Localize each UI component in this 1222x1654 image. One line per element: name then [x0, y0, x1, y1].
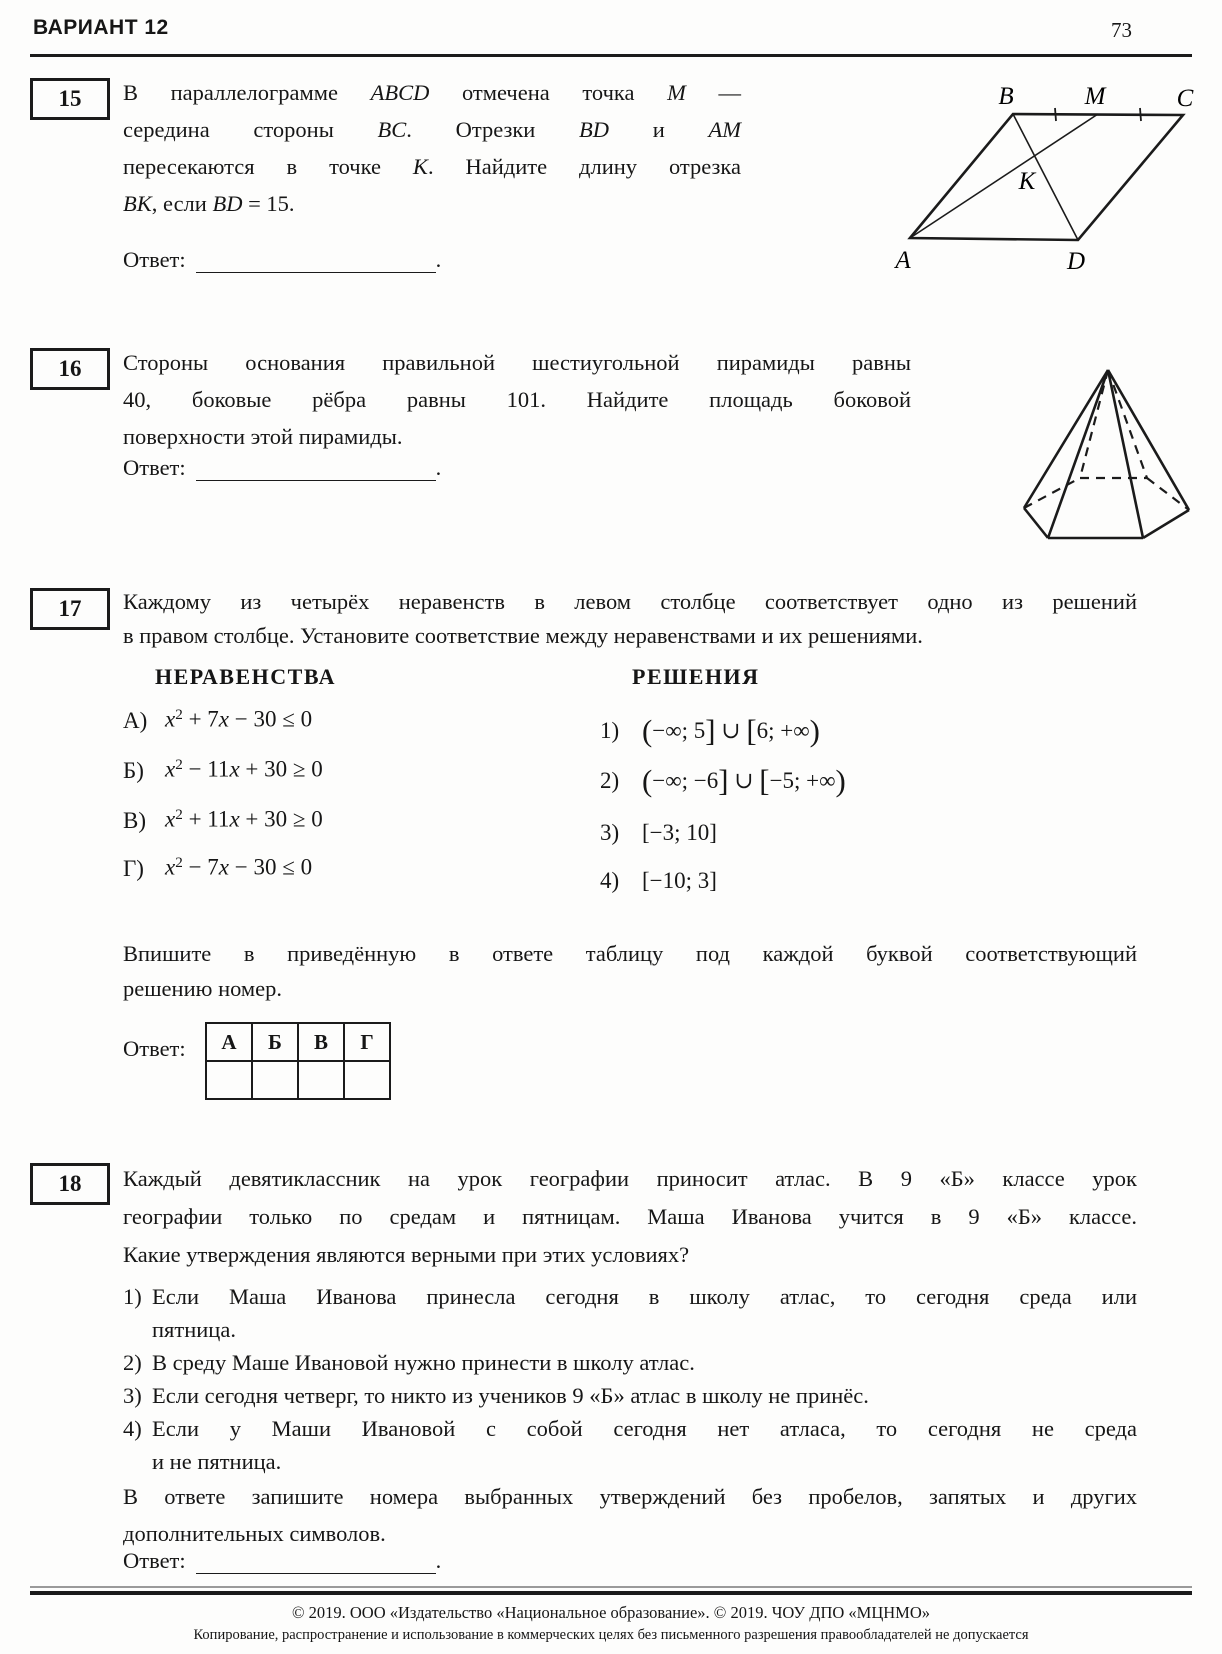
inequality-expression: $x^2 + 7x - 30 \le 0$ [165, 706, 313, 732]
statement-key: 2) [123, 1350, 142, 1375]
answer-label: Ответ: [123, 247, 186, 272]
problem-16-line: Стороны основания правильной шестиугольной пирамиды равны [123, 350, 911, 375]
problem-18-intro [123, 1160, 1137, 1274]
statement-line: В среду Маше Ивановой нужно принести в школу атлас. [152, 1350, 695, 1375]
variant-label: ВАРИАНТ 12 [33, 16, 169, 39]
answer-period: . [435, 455, 442, 480]
statement-key: 3) [123, 1383, 142, 1408]
statement-line: Если у Маши Ивановой с собой сегодня нет атласа, то сегодня не среда [152, 1416, 1137, 1441]
footer-rule [30, 1591, 1192, 1595]
answer-table-empty-cell [252, 1061, 298, 1099]
problem-16-number: 16 [58, 356, 82, 381]
problem-17-outro [123, 936, 1137, 1006]
answer-period: . [435, 1548, 442, 1573]
problem-18-line: Каждый девятиклассник на урок географии приносит атлас. В 9 «Б» классе урок [123, 1166, 1137, 1191]
problem-18-line: географии только по средам и пятницам. Маша Иванова учится в 9 «Б» классе. [123, 1204, 1137, 1229]
problem-18-outro-line: дополнительных символов. [123, 1521, 386, 1546]
problem-18-outro [123, 1478, 1137, 1552]
copyright-line: © 2019. ООО «Издательство «Национальное образование». © 2019. ЧОУ ДПО «МЦНМО» [291, 1603, 931, 1622]
tick-mark [1140, 108, 1141, 121]
problem-16-line: 40, боковые рёбра равны 101. Найдите площадь боковой [123, 387, 911, 412]
problem-15-answer-row [123, 247, 441, 273]
solution-key: 3) [600, 820, 620, 845]
problem-17-answer-label: Ответ: [123, 1036, 186, 1061]
answer-blank [196, 478, 436, 481]
problem-15-line: BK, если BD = 15. [123, 191, 295, 216]
problem-15-number: 15 [58, 86, 82, 111]
problem-18-number: 18 [58, 1171, 82, 1196]
problem-16-line: поверхности этой пирамиды. [123, 424, 403, 449]
answer-period: . [435, 247, 442, 272]
footer-rule-thin [30, 1586, 1192, 1588]
inequalities-column-header: НЕРАВЕНСТВА [155, 664, 336, 689]
problem-18-line: Какие утверждения являются верными при этих условиях? [123, 1242, 690, 1267]
solution-key: 4) [600, 868, 620, 893]
problem-17-outro-line: решению номер. [123, 976, 283, 1001]
inequality-key: А) [123, 708, 148, 733]
answer-table-header-cell: Г [344, 1023, 390, 1061]
solution-key: 2) [600, 768, 620, 793]
problem-15-number-box [30, 78, 110, 120]
statement-line: пятница. [152, 1317, 236, 1342]
answer-blank [196, 270, 436, 273]
segment-am [910, 114, 1098, 238]
solution-expression: (−∞; −6] ∪ [−5; +∞) [642, 764, 846, 799]
solution-expression: [−3; 10] [642, 820, 717, 845]
vertex-label-a: A [895, 247, 911, 274]
problem-16-text [123, 344, 911, 455]
problem-18-outro-line: В ответе запишите номера выбранных утверждений без пробелов, запятых и других [123, 1484, 1137, 1509]
parallelogram-figure [855, 76, 1200, 280]
tick-mark [1055, 108, 1056, 121]
problem-18-number-box [30, 1163, 110, 1205]
statement-key: 1) [123, 1284, 142, 1309]
problem-17-number: 17 [58, 596, 82, 621]
problem-15-line: пересекаются в точке K. Найдите длину отрезка [123, 154, 741, 179]
page-number: 73 [1111, 18, 1132, 42]
problem-15-line: середина стороны BC. Отрезки BD и AM [123, 117, 741, 142]
answer-label: Ответ: [123, 455, 186, 480]
statement-line: и не пятница. [152, 1449, 282, 1474]
inequality-expression: $x^2 - 11x + 30 \ge 0$ [165, 756, 323, 782]
statement-line: Если Маша Иванова принесла сегодня в школу атлас, то сегодня среда или [152, 1284, 1137, 1309]
answer-table-empty-cell [206, 1061, 252, 1099]
answer-table [205, 1022, 391, 1100]
answer-blank [196, 1571, 436, 1574]
answer-table-empty-cell [344, 1061, 390, 1099]
problem-17-line: в правом столбце. Установите соответствие между неравенствами и их решениями. [123, 623, 923, 648]
vertex-label-b: B [998, 83, 1014, 110]
answer-table-header-cell: В [298, 1023, 344, 1061]
problem-16-answer-row [123, 455, 441, 481]
problem-17-outro-line: Впишите в приведённую в ответе таблицу под каждой буквой соответствующий [123, 941, 1137, 966]
answer-table-input-row [206, 1061, 390, 1099]
problem-17-number-box [30, 588, 110, 630]
solutions-column-header: РЕШЕНИЯ [632, 664, 760, 689]
statement-line: Если сегодня четверг, то никто из учеников 9 «Б» атлас в школу не принёс. [152, 1383, 869, 1408]
copyright-notice: Копирование, распространение и использование в коммерческих целях без письменного разрешения правообладателей не допускается [193, 1627, 1029, 1643]
answer-table-header-row [206, 1023, 390, 1061]
solution-expression: [−10; 3] [642, 868, 717, 893]
problem-15-line: В параллелограмме ABCD отмечена точка M — [123, 80, 742, 105]
problem-17-intro [123, 585, 1137, 653]
answer-table-header-cell: Б [252, 1023, 298, 1061]
vertex-label-c: C [1176, 85, 1194, 112]
problem-18-answer-row [123, 1548, 441, 1574]
answer-label: Ответ: [123, 1548, 186, 1573]
vertex-label-m: M [1084, 83, 1106, 110]
point-label-k: K [1018, 168, 1036, 195]
answer-table-header-cell: А [206, 1023, 252, 1061]
solution-key: 1) [600, 718, 620, 743]
header-rule [30, 54, 1192, 57]
problem-16-number-box [30, 348, 110, 390]
inequality-key: В) [123, 808, 146, 833]
inequality-key: Б) [123, 758, 144, 783]
inequality-expression: $x^2 - 7x - 30 \le 0$ [165, 854, 313, 880]
hexagonal-pyramid-figure [1000, 338, 1200, 550]
solution-expression: (−∞; 5] ∪ [6; +∞) [642, 714, 820, 749]
problem-17-line: Каждому из четырёх неравенств в левом столбце соответствует одно из решений [123, 589, 1137, 614]
inequality-expression: $x^2 + 11x + 30 \ge 0$ [165, 806, 323, 832]
vertex-label-d: D [1066, 248, 1086, 275]
problem-15-text [123, 74, 741, 222]
answer-table-empty-cell [298, 1061, 344, 1099]
inequality-key: Г) [123, 856, 144, 881]
statement-key: 4) [123, 1416, 142, 1441]
